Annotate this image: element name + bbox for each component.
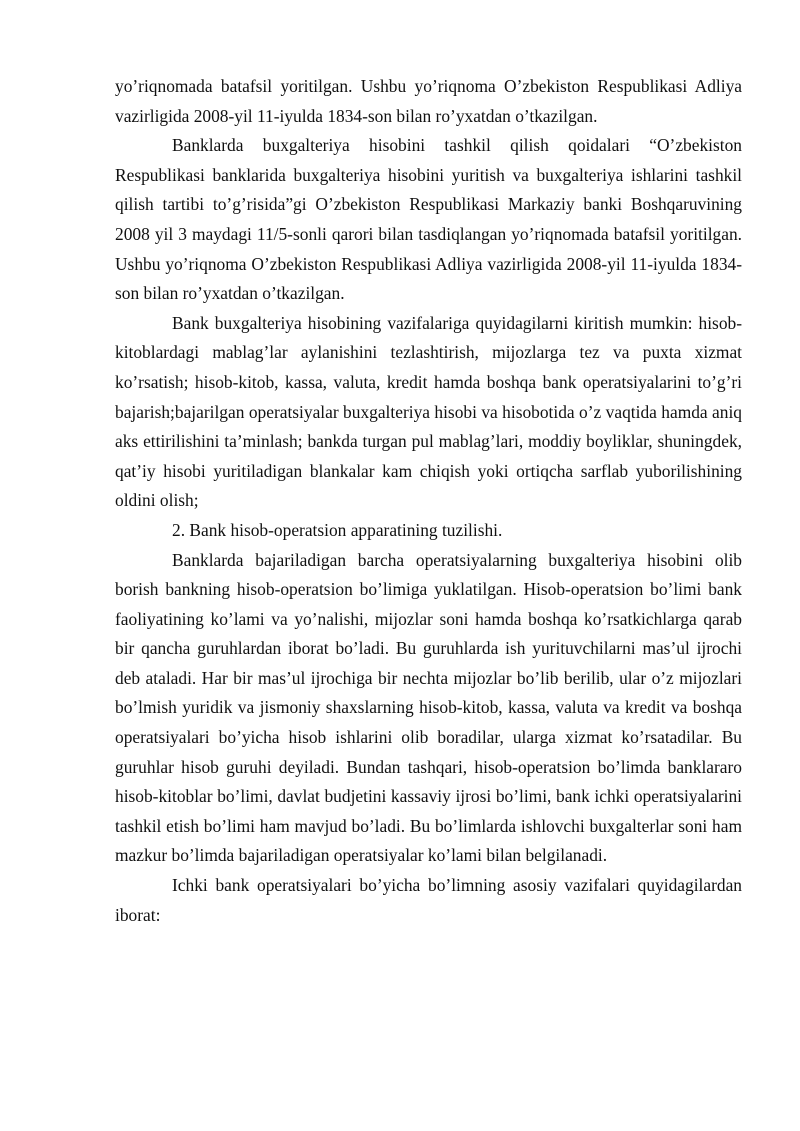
document-page (115, 72, 742, 930)
paragraph-continuation: yo’riqnomada batafsil yoritilgan. Ushbu yo’riqnoma O’zbekiston Respublikasi Adliya vazirligida 2008-yil 11-iyulda 1834-son bilan ro’yxatdan o’tkazilgan. (115, 76, 742, 126)
paragraph-accounting-tasks: Bank buxgalteriya hisobining vazifalariga quyidagilarni kiritish mumkin: hisob-kitoblardagi mablag’lar aylanishini tezlashtirish, mijozlarga tez va puxta xizmat ko’rsatish; hisob-kitob, kassa, valuta, kredit hamda boshqa bank operatsiyalarini to’g’ri bajarish;bajarilgan operatsiyalar buxgalteriya hisobi va hisobotida o’z vaqtida hamda aniq aks ettirilishini ta’minlash; bankda turgan pul mablag’lari, moddiy boyliklar, shuningdek, qat’iy hisobi yuritiladigan blankalar kam chiqish yoki ortiqcha sarflab yuborilishining oldini olish; (115, 312, 742, 511)
section-heading: 2. Bank hisob-operatsion apparatining tuzilishi. (172, 519, 503, 540)
paragraph-operations-department: Banklarda bajariladigan barcha operatsiyalarning buxgalteriya hisobini olib borish bankning hisob-operatsion bo’limiga yuklatilgan. Hisob-operatsion bo’limi bank faoliyatining ko’lami va yo’nalishi, mijozlar soni hamda boshqa ko’rsatkichlarga qarab bir qancha guruhlardan iborat bo’ladi. Bu guruhlarda ish yurituvchilarni mas’ul ijrochi deb ataladi. Har bir mas’ul ijrochiga bir nechta mijozlar bo’lib berilib, ular o’z mijozlari bo’lmish yuridik va jismoniy shaxslarning hisob-kitob, kassa, valuta va kredit va boshqa operatsiyalari bo’yicha hisob ishlarini olib boradilar, ularga xizmat ko’rsatadilar. Bu guruhlar hisob guruhi deyiladi. Bundan tashqari, hisob-operatsion bo’limda banklararo hisob-kitoblar bo’limi, davlat budjetini kassaviy ijrosi bo’limi, bank ichki operatsiyalarini tashkil etish bo’limi ham mavjud bo’ladi. Bu bo’limlarda ishlovchi buxgalterlar soni ham mazkur bo’limda bajariladigan operatsiyalar ko’lami bilan belgilanadi. (115, 549, 742, 866)
paragraph-internal-operations: Ichki bank operatsiyalari bo’yicha bo’limning asosiy vazifalari quyidagilardan iborat: (115, 875, 742, 925)
paragraph-accounting-rules: Banklarda buxgalteriya hisobini tashkil qilish qoidalari “O’zbekiston Respublikasi banklarida buxgalteriya hisobini yuritish va buxgalteriya ishlarini tashkil qilish tartibi to’g’risida”gi O’zbekiston Respublikasi Markaziy banki Boshqaruvining 2008 yil 3 maydagi 11/5-sonli qarori bilan tasdiqlangan yo’riqnomada batafsil yoritilgan. Ushbu yo’riqnoma O’zbekiston Respublikasi Adliya vazirligida 2008-yil 11-iyulda 1834-son bilan ro’yxatdan o’tkazilgan. (115, 135, 742, 304)
